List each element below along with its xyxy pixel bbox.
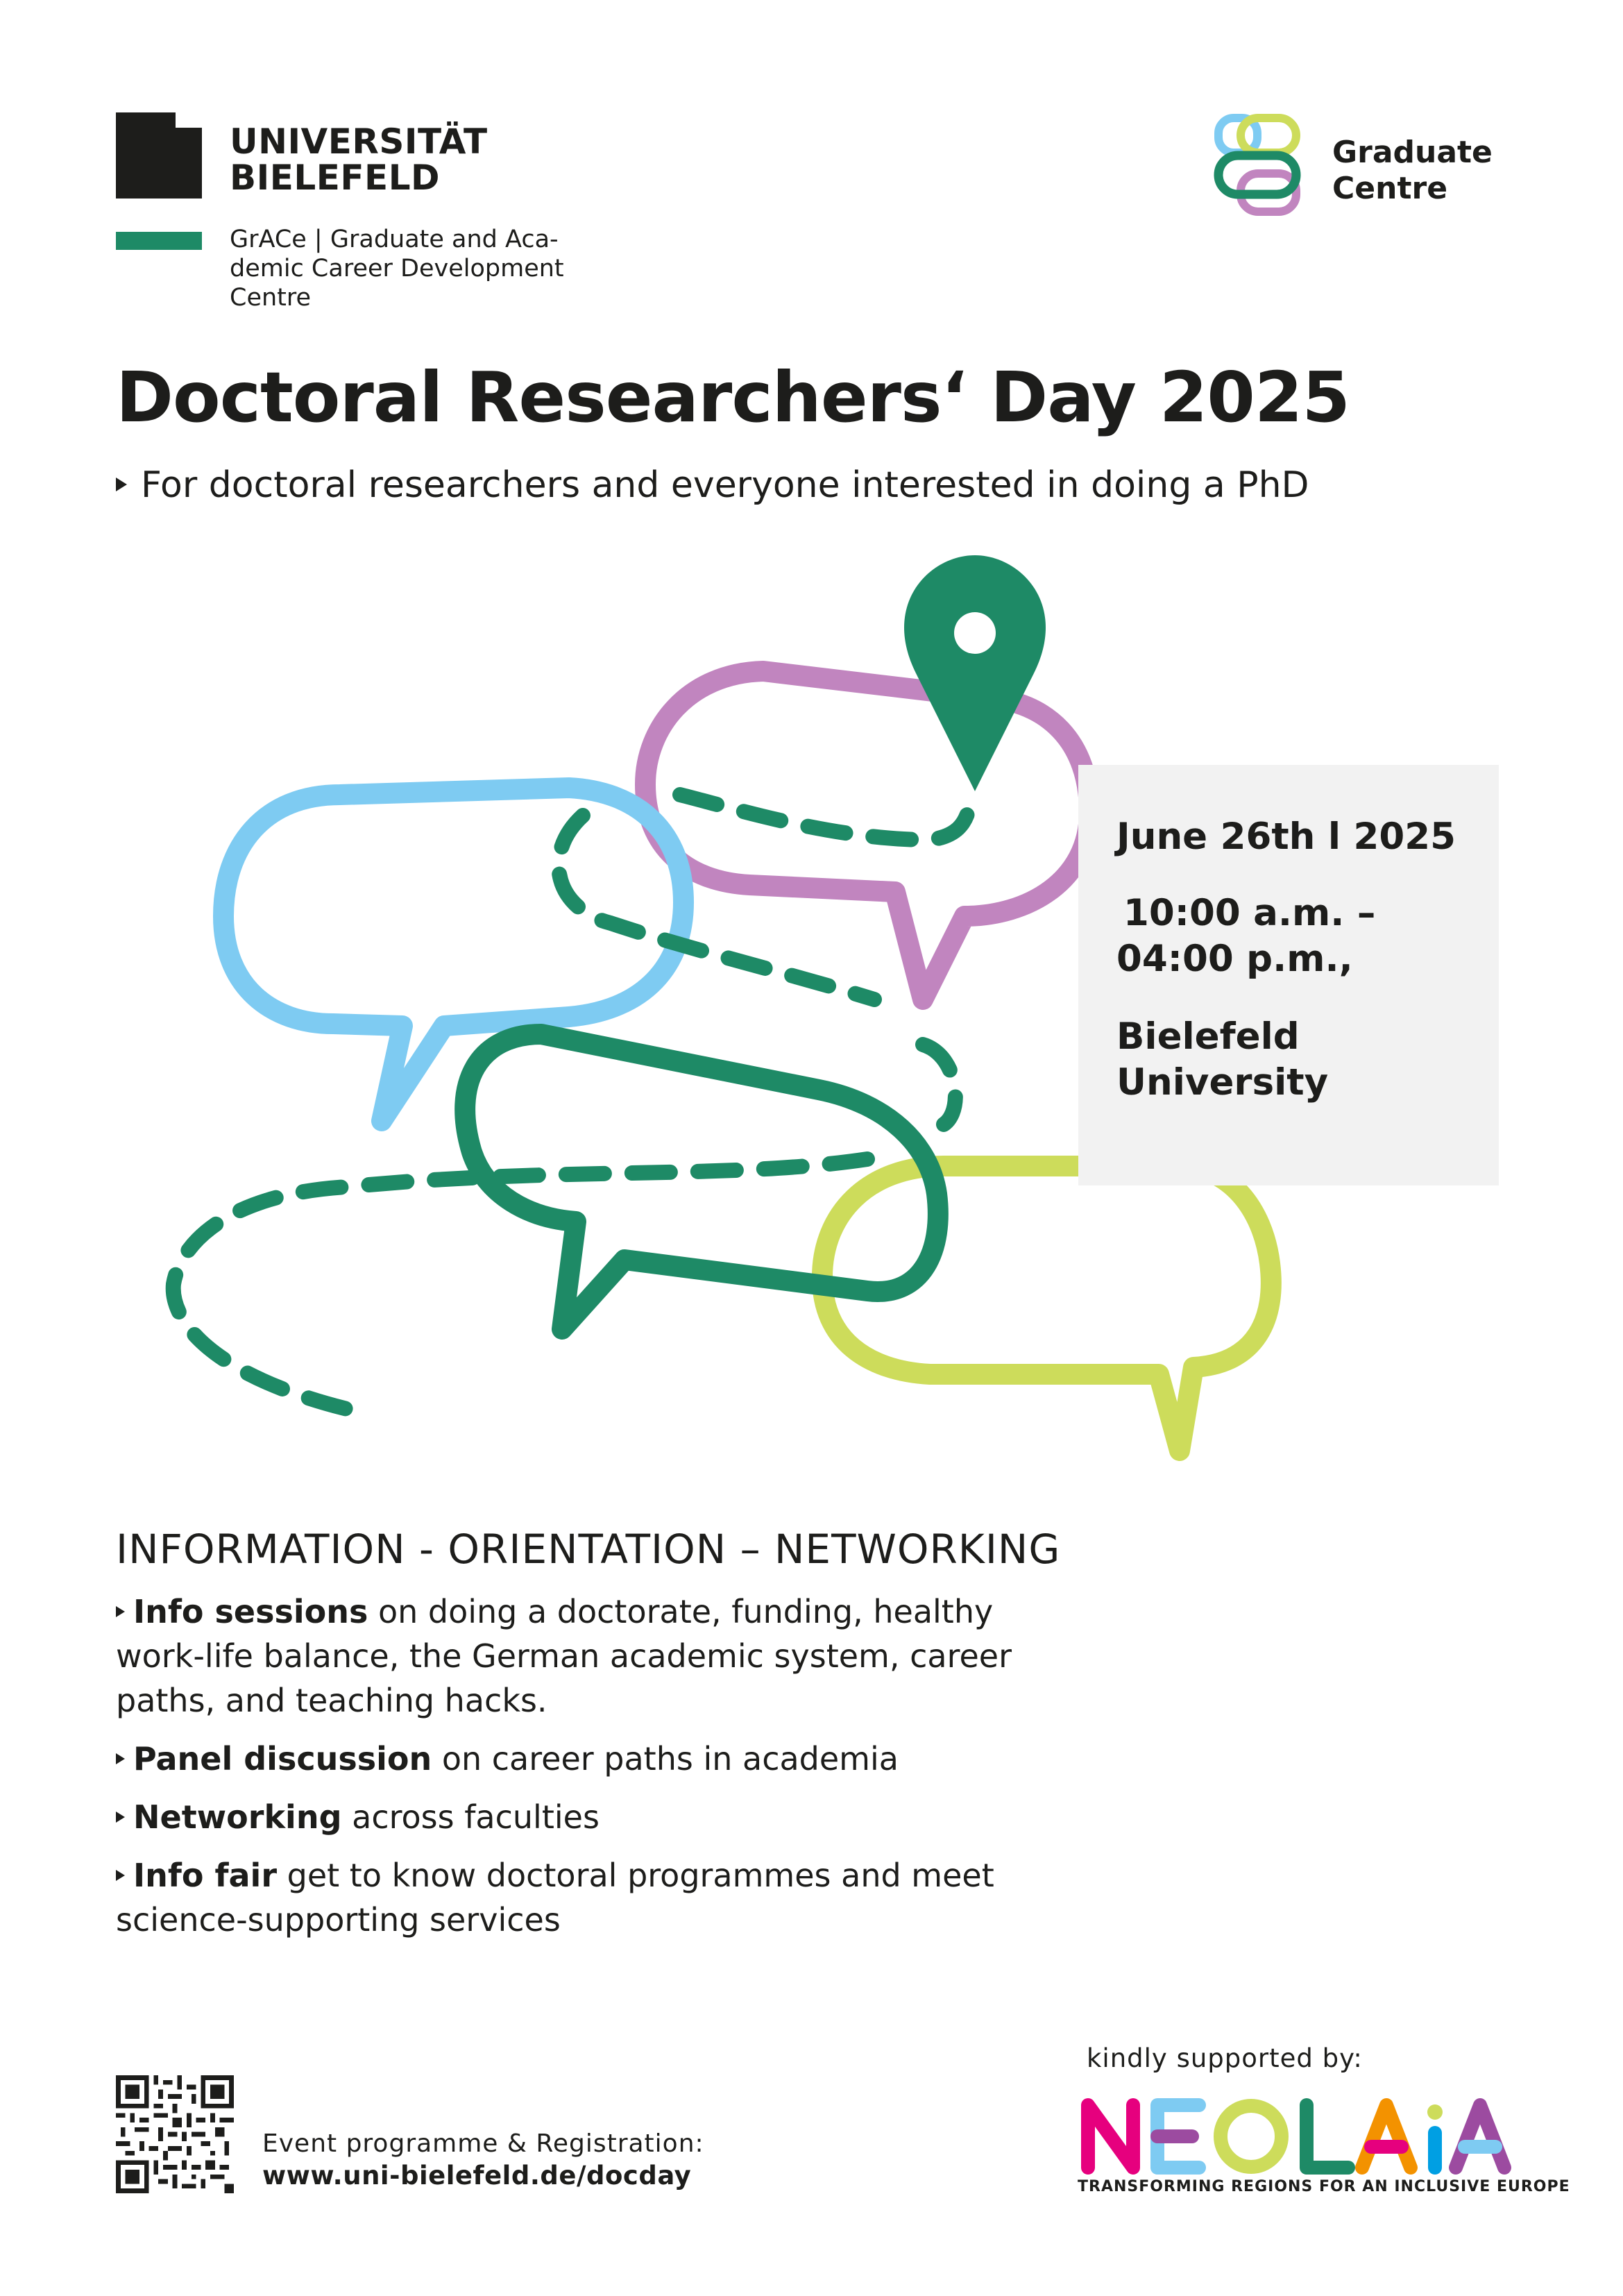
list-item-bold: Info fair (133, 1857, 277, 1894)
qr-code-icon[interactable] (116, 2075, 234, 2193)
triangle-bullet-icon (116, 1812, 125, 1823)
list-item (116, 1589, 1046, 1723)
event-date: June 26th l 2025 (1116, 816, 1456, 858)
triangle-bullet-icon (116, 1606, 125, 1617)
page-title: Doctoral Researchers‘ Day 2025 (116, 357, 1350, 438)
list-item-bold: Panel discussion (133, 1740, 432, 1778)
graduate-centre-logo-icon (1213, 111, 1303, 222)
graduate-centre-name (1332, 135, 1493, 207)
list-item-bold: Networking (133, 1798, 342, 1836)
list-item-text: on doing a doctorate, funding, healthy work-life balance, the German academic system, career paths, and teaching hacks. (116, 1593, 1012, 1719)
blue-speech-bubble (223, 788, 683, 1121)
list-item-text: get to know doctoral programmes and meet science-supporting services (116, 1857, 994, 1939)
neolaia-logo-icon (1078, 2095, 1512, 2177)
registration-link[interactable]: www.uni-bielefeld.de/docday (262, 2161, 692, 2191)
event-details-box (1078, 765, 1499, 1185)
list-item-text: on career paths in academia (432, 1740, 899, 1778)
list-item (116, 1795, 1046, 1839)
grace-centre-name (230, 225, 604, 312)
triangle-bullet-icon (116, 1870, 125, 1881)
registration-label: Event programme & Registration: (262, 2129, 704, 2158)
list-item (116, 1737, 1046, 1781)
triangle-bullet-icon (116, 1753, 125, 1764)
graduate-centre-line2: Centre (1332, 171, 1448, 206)
subtitle (116, 461, 1309, 509)
list-item (116, 1853, 1046, 1942)
graduate-centre-line1: Graduate (1332, 135, 1493, 170)
location-pin-icon (904, 555, 1046, 791)
grace-line2: demic Career Development (230, 255, 564, 282)
supported-by-label: kindly supported by: (1087, 2043, 1363, 2073)
grace-line1: GrACe | Graduate and Aca- (230, 226, 559, 253)
university-logo-icon (116, 112, 202, 199)
event-place-line1: Bielefeld (1116, 1015, 1300, 1058)
university-name-line2: BIELEFELD (230, 158, 441, 198)
event-time-line1: 10:00 a.m. – (1123, 892, 1376, 934)
lime-speech-bubble (822, 1166, 1271, 1451)
university-name-line1: UNIVERSITÄT (230, 121, 488, 162)
neolaia-tagline: TRANSFORMING REGIONS FOR AN INCLUSIVE EUROPE (1078, 2178, 1570, 2195)
grace-line3: Centre (230, 284, 312, 312)
list-item-text: across faculties (341, 1798, 600, 1836)
event-time-line2: 04:00 p.m., (1116, 938, 1353, 980)
event-place-line2: University (1116, 1061, 1329, 1104)
section-heading: INFORMATION - ORIENTATION – NETWORKING (116, 1526, 1061, 1573)
subtitle-text: For doctoral researchers and everyone interested in doing a PhD (141, 464, 1309, 506)
feature-list (116, 1589, 1046, 1956)
list-item-bold: Info sessions (133, 1593, 368, 1630)
grace-bar (116, 232, 202, 250)
triangle-bullet-icon (116, 478, 127, 491)
university-name (230, 121, 488, 198)
